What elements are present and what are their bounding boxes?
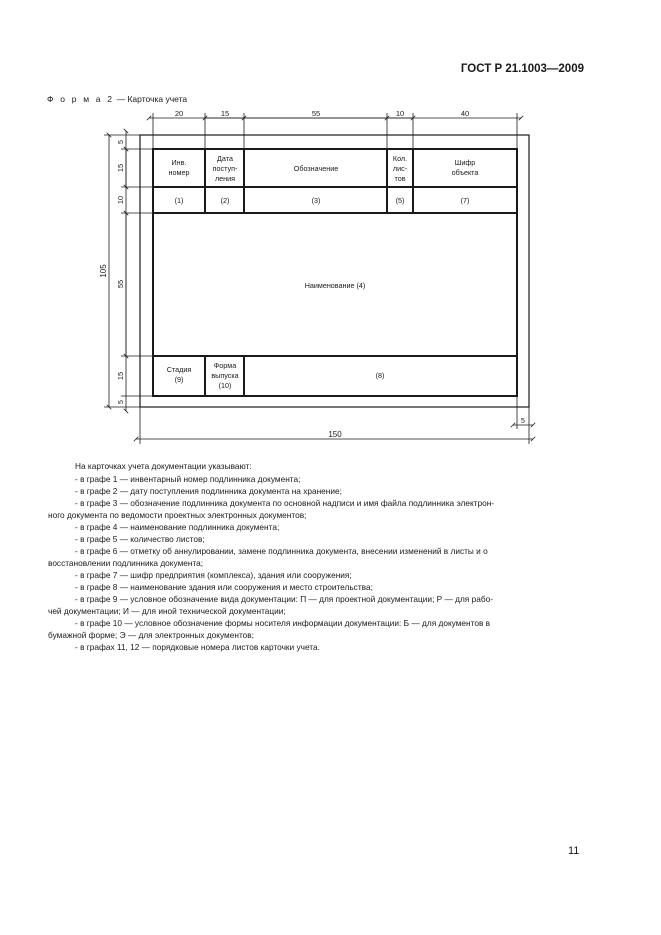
cell-cipher-line1: Шифр: [454, 158, 476, 167]
cell-date-line2: поступ-: [212, 164, 238, 173]
form-title: — Карточка учета: [116, 94, 188, 104]
cell-form-line1: Форма: [213, 361, 237, 370]
left-dimension-chain: [104, 131, 153, 411]
cell-num-8: (8): [375, 371, 385, 380]
dim-total-height: 105: [99, 264, 108, 278]
cell-name: Наименование (4): [304, 281, 366, 290]
cell-num-1: (1): [174, 196, 184, 205]
dim-top-5: 40: [460, 109, 470, 118]
cell-stage-line1: Стадия: [166, 365, 192, 374]
cell-qty-line3: тов: [394, 174, 406, 183]
cell-date-line1: Дата: [217, 154, 233, 163]
list-item-continuation: восстановлении подлинника документа;: [48, 558, 204, 568]
cell-stage-line2: (9): [174, 375, 184, 384]
list-item: - в графе 9 — условное обозначение вида документации: П — для проектной документации; Р — для рабо-: [75, 594, 493, 604]
page-number: 11: [568, 845, 580, 857]
list-item-continuation: бумажной форме; Э — для электронных документов;: [48, 630, 254, 640]
list-item: - в графе 10 — условное обозначение формы носителя информации документации: Б — для документов в: [75, 618, 491, 628]
dim-right-margin: 5: [521, 418, 525, 425]
list-item: - в графе 6 — отметку об аннулировании, замене подлинника документа, внесении изменений в листы и о: [75, 546, 488, 556]
dim-left-2: 15: [116, 163, 125, 173]
cell-cipher-line2: объекта: [451, 168, 479, 177]
dim-top-1: 20: [174, 109, 184, 118]
dim-left-3: 10: [116, 195, 125, 205]
cell-num-7: (7): [460, 196, 470, 205]
dim-total-width: 150: [328, 430, 342, 439]
cell-qty-line2: лис-: [392, 164, 408, 173]
list-item: - в графе 1 — инвентарный номер подлинника документа;: [75, 474, 301, 484]
dim-left-1: 5: [118, 140, 125, 144]
dim-left-6: 5: [118, 400, 125, 404]
list-item: - в графе 4 — наименование подлинника документа;: [75, 522, 280, 532]
cell-inv-line1: Инв.: [171, 158, 187, 167]
dim-left-4: 55: [116, 279, 125, 289]
cell-form-line2: выпуска: [211, 371, 239, 380]
dim-left-5: 15: [116, 371, 125, 381]
form-label: Ф о р м а 2: [47, 94, 115, 104]
cell-num-3: (3): [311, 196, 321, 205]
cell-num-2: (2): [220, 196, 230, 205]
dim-top-2: 15: [220, 109, 230, 118]
body-list: [48, 473, 601, 653]
cell-form-line3: (10): [218, 381, 232, 390]
document-code: ГОСТ Р 21.1003—2009: [460, 63, 584, 75]
list-item: - в графе 5 — количество листов;: [75, 534, 205, 544]
dim-top-4: 10: [395, 109, 405, 118]
list-item: - в графах 11, 12 — порядковые номера листов карточки учета.: [75, 642, 320, 652]
list-item-continuation: ного документа по ведомости проектных электронных документов;: [48, 510, 307, 520]
top-dimension-chain: [149, 113, 521, 149]
dim-top-3: 55: [311, 109, 321, 118]
list-item: - в графе 2 — дату поступления подлинника документа на хранение;: [75, 486, 342, 496]
cell-date-line3: ления: [214, 174, 236, 183]
list-item: - в графе 3 — обозначение подлинника документа по основной надписи и имя файла подлинника электрон-: [75, 498, 495, 508]
list-item: - в графе 7 — шифр предприятия (комплекса), здания или сооружения;: [75, 570, 352, 580]
cell-inv-line2: номер: [168, 168, 190, 177]
cell-designation: Обозначение: [293, 164, 339, 173]
list-item: - в графе 8 — наименование здания или сооружения и место строительства;: [75, 582, 373, 592]
body-intro: На карточках учета документации указывают:: [75, 461, 252, 471]
cell-qty-line1: Кол.: [392, 154, 408, 163]
cell-num-5: (5): [395, 196, 405, 205]
list-item-continuation: чей документации; И — для иной технической документации;: [48, 606, 286, 616]
